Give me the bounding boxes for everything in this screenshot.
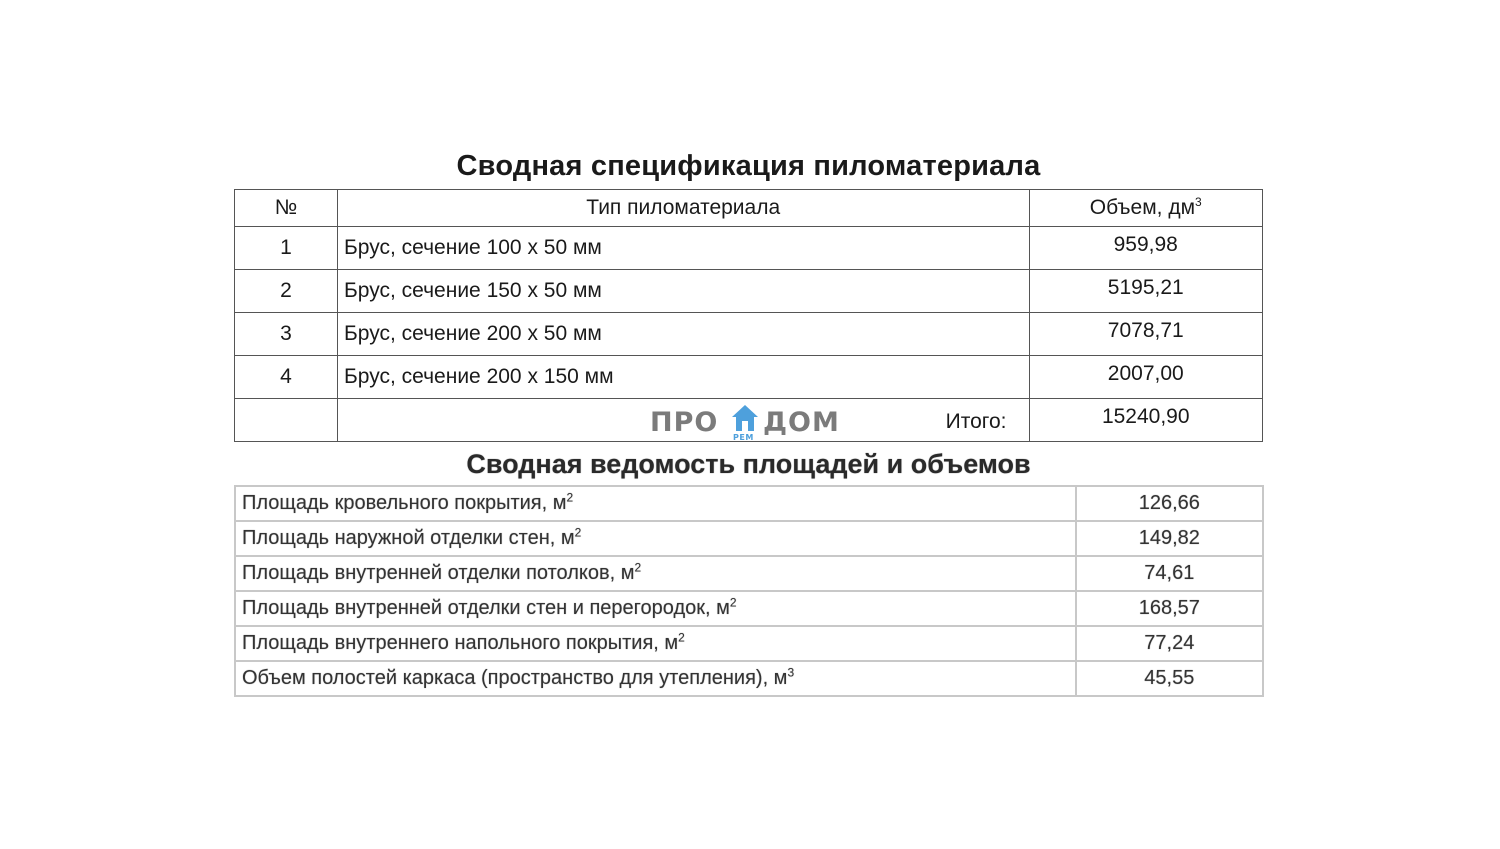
header-volume-label: Объем, дм bbox=[1089, 196, 1196, 219]
row-type: Брус, сечение 200 х 150 мм bbox=[337, 356, 1029, 399]
header-volume-sup: 3 bbox=[1195, 195, 1202, 209]
row-type: Брус, сечение 200 х 50 мм bbox=[337, 313, 1029, 356]
row-volume: 7078,71 bbox=[1029, 313, 1263, 356]
prodom-logo bbox=[650, 403, 850, 443]
area-label-text: Площадь внутреннего напольного покрытия, м bbox=[242, 632, 679, 654]
table-row bbox=[235, 591, 1263, 626]
row-num: 1 bbox=[235, 227, 338, 270]
table-row bbox=[235, 556, 1263, 591]
table-row bbox=[235, 270, 1263, 313]
row-type: Брус, сечение 150 х 50 мм bbox=[337, 270, 1029, 313]
header-type: Тип пиломатериала bbox=[337, 190, 1029, 227]
area-label-text: Площадь кровельного покрытия, м bbox=[242, 492, 567, 514]
area-label-text: Площадь внутренней отделки потолков, м bbox=[242, 562, 635, 584]
areas-title: Сводная ведомость площадей и объемов bbox=[466, 449, 1031, 479]
table-row bbox=[235, 486, 1263, 521]
area-value: 149,82 bbox=[1076, 521, 1263, 556]
area-label-sup: 2 bbox=[678, 630, 685, 645]
row-type: Брус, сечение 100 х 50 мм bbox=[337, 227, 1029, 270]
area-label bbox=[235, 521, 1076, 556]
area-label-sup: 2 bbox=[574, 525, 582, 540]
area-label-text: Площадь внутренней отделки стен и перегородок, м bbox=[242, 597, 730, 619]
area-label bbox=[235, 591, 1076, 626]
row-num: 4 bbox=[235, 356, 338, 399]
area-value: 168,57 bbox=[1076, 591, 1263, 626]
header-volume bbox=[1029, 190, 1263, 227]
total-value: 15240,90 bbox=[1029, 399, 1263, 442]
total-label: Итого: bbox=[337, 399, 1029, 442]
table-row bbox=[235, 661, 1263, 696]
row-volume: 2007,00 bbox=[1029, 356, 1263, 399]
areas-volumes-table bbox=[234, 485, 1264, 697]
area-label-sup: 2 bbox=[566, 490, 574, 505]
header-num: № bbox=[235, 190, 338, 227]
area-label bbox=[235, 661, 1076, 696]
area-value: 126,66 bbox=[1076, 486, 1263, 521]
area-label bbox=[235, 486, 1076, 521]
table-row bbox=[235, 313, 1263, 356]
area-label bbox=[235, 626, 1076, 661]
area-value: 77,24 bbox=[1076, 626, 1263, 661]
area-value: 74,61 bbox=[1076, 556, 1263, 591]
area-label-text: Объем полостей каркаса (пространство для утепления), м bbox=[242, 667, 788, 689]
area-value: 45,55 bbox=[1076, 661, 1263, 696]
table-header-row bbox=[235, 190, 1263, 227]
logo-text-left: ПРО bbox=[650, 407, 719, 438]
row-num: 3 bbox=[235, 313, 338, 356]
area-label-sup: 3 bbox=[787, 665, 795, 680]
table-row bbox=[235, 227, 1263, 270]
logo-small-text: РЕМ bbox=[733, 433, 754, 442]
table-row bbox=[235, 521, 1263, 556]
table-row bbox=[235, 356, 1263, 399]
row-volume: 5195,21 bbox=[1029, 270, 1263, 313]
area-label bbox=[235, 556, 1076, 591]
logo-text-right: ДОМ bbox=[763, 407, 840, 438]
total-empty-cell bbox=[235, 399, 338, 442]
area-label-sup: 2 bbox=[634, 560, 642, 575]
area-label-text: Площадь наружной отделки стен, м bbox=[242, 527, 575, 549]
row-num: 2 bbox=[235, 270, 338, 313]
spec-title: Сводная спецификация пиломатериала bbox=[456, 150, 1041, 182]
table-row bbox=[235, 626, 1263, 661]
area-label-sup: 2 bbox=[729, 595, 737, 610]
row-volume: 959,98 bbox=[1029, 227, 1263, 270]
